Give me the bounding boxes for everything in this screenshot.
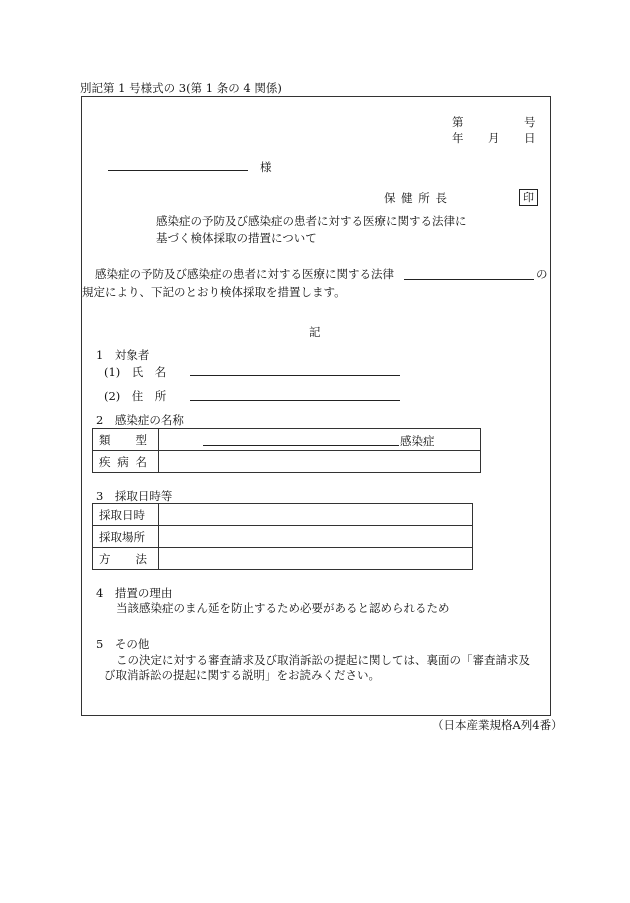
date-month: 月: [488, 131, 500, 145]
collection-place-row: [93, 526, 473, 548]
footer-note: （日本産業規格A列4番）: [432, 718, 563, 732]
disease-name-label: 疾 病 名: [93, 451, 159, 473]
section2-title: 2 感染症の名称: [96, 413, 184, 427]
disease-type-cell[interactable]: [159, 429, 481, 451]
body-line-1: 感染症の予防及び感染症の患者に対する医療に関する法律: [95, 267, 394, 281]
disease-type-underline: [203, 445, 399, 446]
section5-text-1: この決定に対する審査請求及び取消訴訟の提起に関しては、裏面の「審査請求及: [116, 653, 530, 667]
form-frame: [81, 96, 551, 716]
collection-method-label: 方 法: [93, 548, 159, 570]
address-line[interactable]: [190, 400, 400, 401]
collection-datetime-row: [93, 504, 473, 526]
section5-title: 5 その他: [96, 637, 150, 651]
addressee-line[interactable]: [108, 170, 248, 171]
seal-stamp: 印: [519, 189, 538, 206]
form-header: 別記第 1 号様式の 3(第 1 条の 4 関係): [80, 81, 282, 95]
number-suffix: 号: [524, 115, 536, 129]
collection-datetime-cell[interactable]: [159, 504, 473, 526]
disease-type-row: [93, 429, 481, 451]
subject-line-1: 感染症の予防及び感染症の患者に対する医療に関する法律に: [156, 214, 467, 228]
date-day: 日: [524, 131, 536, 145]
name-line[interactable]: [190, 375, 400, 376]
law-article-line[interactable]: [404, 279, 534, 280]
disease-name-row: [93, 451, 481, 473]
disease-type-suffix: 感染症: [400, 434, 435, 448]
disease-table: [92, 428, 481, 473]
date-year: 年: [452, 131, 464, 145]
issuer-title: 保 健 所 長: [384, 191, 448, 205]
collection-method-row: [93, 548, 473, 570]
section4-title: 4 措置の理由: [96, 586, 173, 600]
section5-text-2: び取消訴訟の提起に関する説明」をお読みください。: [104, 668, 380, 682]
subject-line-2: 基づく検体採取の措置について: [156, 231, 317, 245]
name-label: (1) 氏 名: [104, 365, 167, 379]
section4-text: 当該感染症のまん延を防止するため必要があると認められるため: [116, 601, 450, 615]
section1-title: 1 対象者: [96, 348, 150, 362]
disease-type-label: 類 型: [93, 429, 159, 451]
addressee-suffix: 様: [260, 160, 272, 174]
body-line-1-end: の: [536, 267, 548, 281]
number-label: 第: [452, 115, 464, 129]
collection-place-label: 採取場所: [93, 526, 159, 548]
body-line-2: 規定により、下記のとおり検体採取を措置します。: [82, 285, 346, 299]
address-label: (2) 住 所: [104, 389, 167, 403]
section3-title: 3 採取日時等: [96, 489, 173, 503]
collection-place-cell[interactable]: [159, 526, 473, 548]
ki-heading: 記: [309, 325, 321, 339]
collection-table: [92, 503, 473, 570]
disease-name-cell[interactable]: [159, 451, 481, 473]
collection-method-cell[interactable]: [159, 548, 473, 570]
collection-datetime-label: 採取日時: [93, 504, 159, 526]
